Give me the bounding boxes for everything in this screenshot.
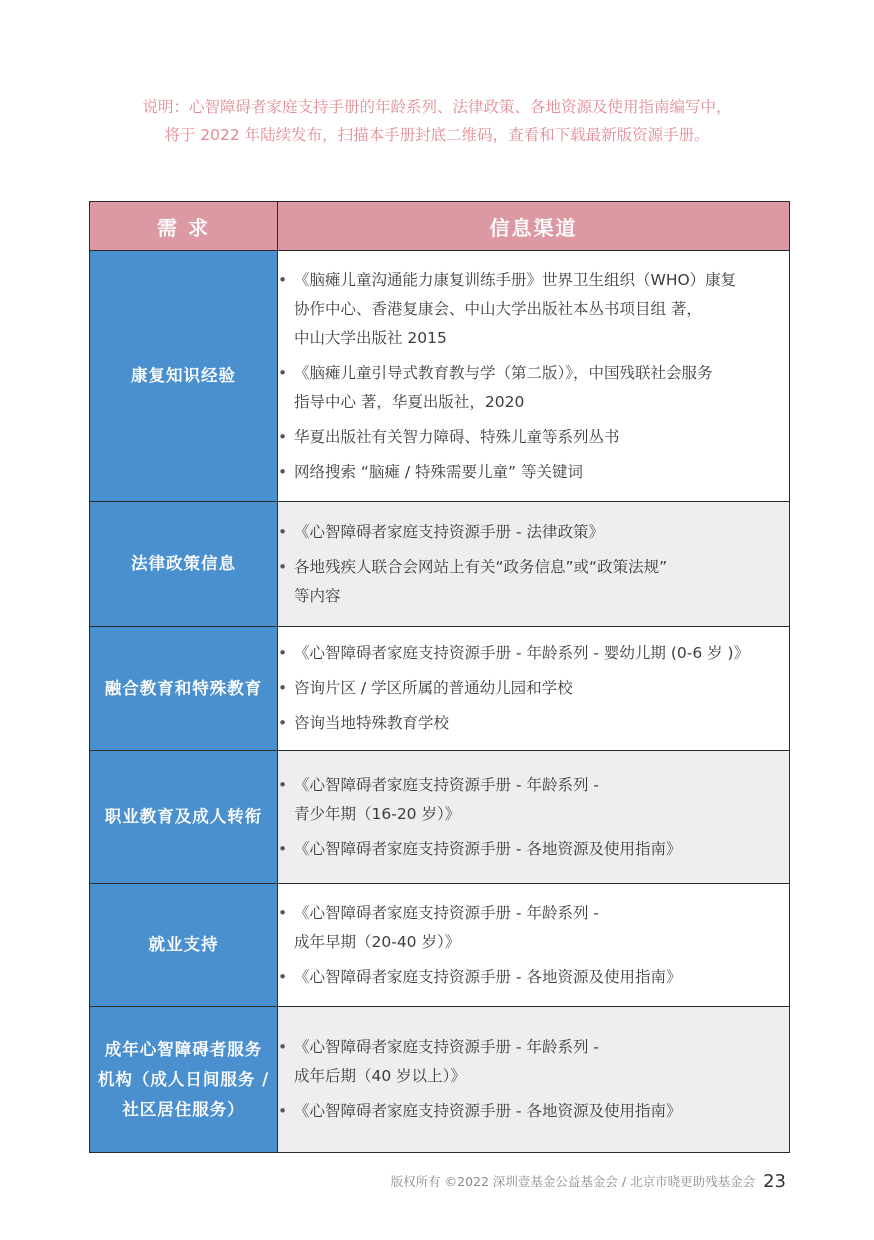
need-cell (90, 884, 278, 1007)
need-cell (90, 1007, 278, 1153)
list-item (278, 963, 789, 992)
bullet-icon: • (278, 363, 288, 382)
list-item (278, 359, 789, 417)
need-cell (90, 251, 278, 502)
bullet-icon: • (278, 679, 288, 697)
bullet-icon: • (278, 270, 288, 289)
list-item (278, 771, 789, 829)
table-row (90, 502, 790, 627)
need-label: 法律政策信息 (131, 554, 236, 573)
list-item (278, 423, 789, 452)
item-text: 咨询当地特殊教育学校 (294, 714, 450, 732)
bullet-icon: • (278, 714, 288, 732)
need-cell (90, 751, 278, 884)
table-row (90, 627, 790, 751)
item-text: 《心智障碍者家庭支持资源手册 - 法律政策》 (294, 522, 604, 541)
list-item (278, 835, 789, 864)
item-text: 《心智障碍者家庭支持资源手册 - 各地资源及使用指南》 (294, 967, 682, 986)
bullet-icon: • (278, 427, 288, 446)
list-item (278, 709, 789, 738)
item-text: 咨询片区 / 学区所属的普通幼儿园和学校 (294, 679, 573, 697)
table-row (90, 751, 790, 884)
item-text: 各地残疾人联合会网站上有关“政务信息”或“政策法规” 等内容 (294, 557, 668, 605)
note-line-1: 说明：心智障碍者家庭支持手册的年龄系列、法律政策、各地资源及使用指南编写中， (142, 98, 732, 116)
channel-cell (278, 884, 790, 1007)
bullet-icon: • (278, 522, 288, 541)
item-text: 《心智障碍者家庭支持资源手册 - 年龄系列 - 青少年期（16-20 岁）》 (294, 775, 599, 823)
channel-list (278, 771, 789, 864)
list-item (278, 639, 789, 668)
list-item (278, 674, 789, 703)
header-channel: 信息渠道 (278, 202, 790, 251)
note-line-2: 将于 2022 年陆续发布，扫描本手册封底二维码，查看和下载最新版资源手册。 (164, 126, 710, 144)
list-item (278, 553, 789, 611)
need-label: 成年心智障碍者服务 机构（成人日间服务 / 社区居住服务） (97, 1039, 270, 1119)
need-label: 康复知识经验 (131, 366, 236, 385)
item-text: 《心智障碍者家庭支持资源手册 - 各地资源及使用指南》 (294, 839, 682, 858)
channel-cell (278, 502, 790, 627)
item-text: 《脑瘫儿童沟通能力康复训练手册》世界卫生组织（WHO）康复 协作中心、香港复康会、中山大学出版社本丛书项目组 著， 中山大学出版社 2015 (294, 270, 737, 347)
list-item (278, 266, 789, 353)
channel-list (278, 266, 789, 487)
list-item (278, 458, 789, 487)
channel-list (278, 899, 789, 992)
explanatory-note (0, 93, 874, 149)
table-row (90, 884, 790, 1007)
channel-cell (278, 251, 790, 502)
list-item (278, 1033, 789, 1091)
header-need: 需 求 (90, 202, 278, 251)
item-text: 《心智障碍者家庭支持资源手册 - 年龄系列 - 婴幼儿期 (0-6 岁 )》 (294, 644, 750, 662)
table-row (90, 1007, 790, 1153)
resource-table (89, 201, 790, 1153)
bullet-icon: • (278, 557, 288, 576)
page-footer (391, 1170, 786, 1194)
bullet-icon: • (278, 775, 288, 794)
item-text: 华夏出版社有关智力障碍、特殊儿童等系列丛书 (294, 427, 620, 446)
bullet-icon: • (278, 903, 288, 922)
channel-cell (278, 1007, 790, 1153)
item-text: 《心智障碍者家庭支持资源手册 - 各地资源及使用指南》 (294, 1102, 682, 1120)
table-header-row (90, 202, 790, 251)
channel-cell (278, 751, 790, 884)
channel-list (278, 1033, 789, 1126)
page-number: 23 (763, 1171, 786, 1192)
need-cell (90, 502, 278, 627)
bullet-icon: • (278, 462, 288, 481)
channel-list (278, 518, 789, 611)
bullet-icon: • (278, 1038, 288, 1056)
bullet-icon: • (278, 839, 288, 858)
need-label: 融合教育和特殊教育 (104, 678, 263, 698)
list-item (278, 1097, 789, 1126)
bullet-icon: • (278, 967, 288, 986)
item-text: 网络搜索 “脑瘫 / 特殊需要儿童” 等关键词 (294, 462, 583, 481)
list-item (278, 899, 789, 957)
bullet-icon: • (278, 1102, 288, 1120)
need-label: 就业支持 (148, 935, 219, 954)
channel-cell (278, 627, 790, 751)
item-text: 《脑瘫儿童引导式教育教与学（第二版）》，中国残联社会服务 指导中心 著，华夏出版社，2020 (294, 363, 713, 411)
channel-list (278, 639, 789, 738)
need-label: 职业教育及成人转衔 (104, 807, 263, 826)
item-text: 《心智障碍者家庭支持资源手册 - 年龄系列 - 成年早期（20-40 岁）》 (294, 903, 599, 951)
copyright-text: 版权所有 ©2022 深圳壹基金公益基金会 / 北京市晓更助残基金会 (390, 1174, 756, 1189)
table-row (90, 251, 790, 502)
item-text: 《心智障碍者家庭支持资源手册 - 年龄系列 - 成年后期（40 岁以上）》 (294, 1038, 599, 1085)
list-item (278, 518, 789, 547)
need-cell (90, 627, 278, 751)
bullet-icon: • (278, 644, 288, 662)
